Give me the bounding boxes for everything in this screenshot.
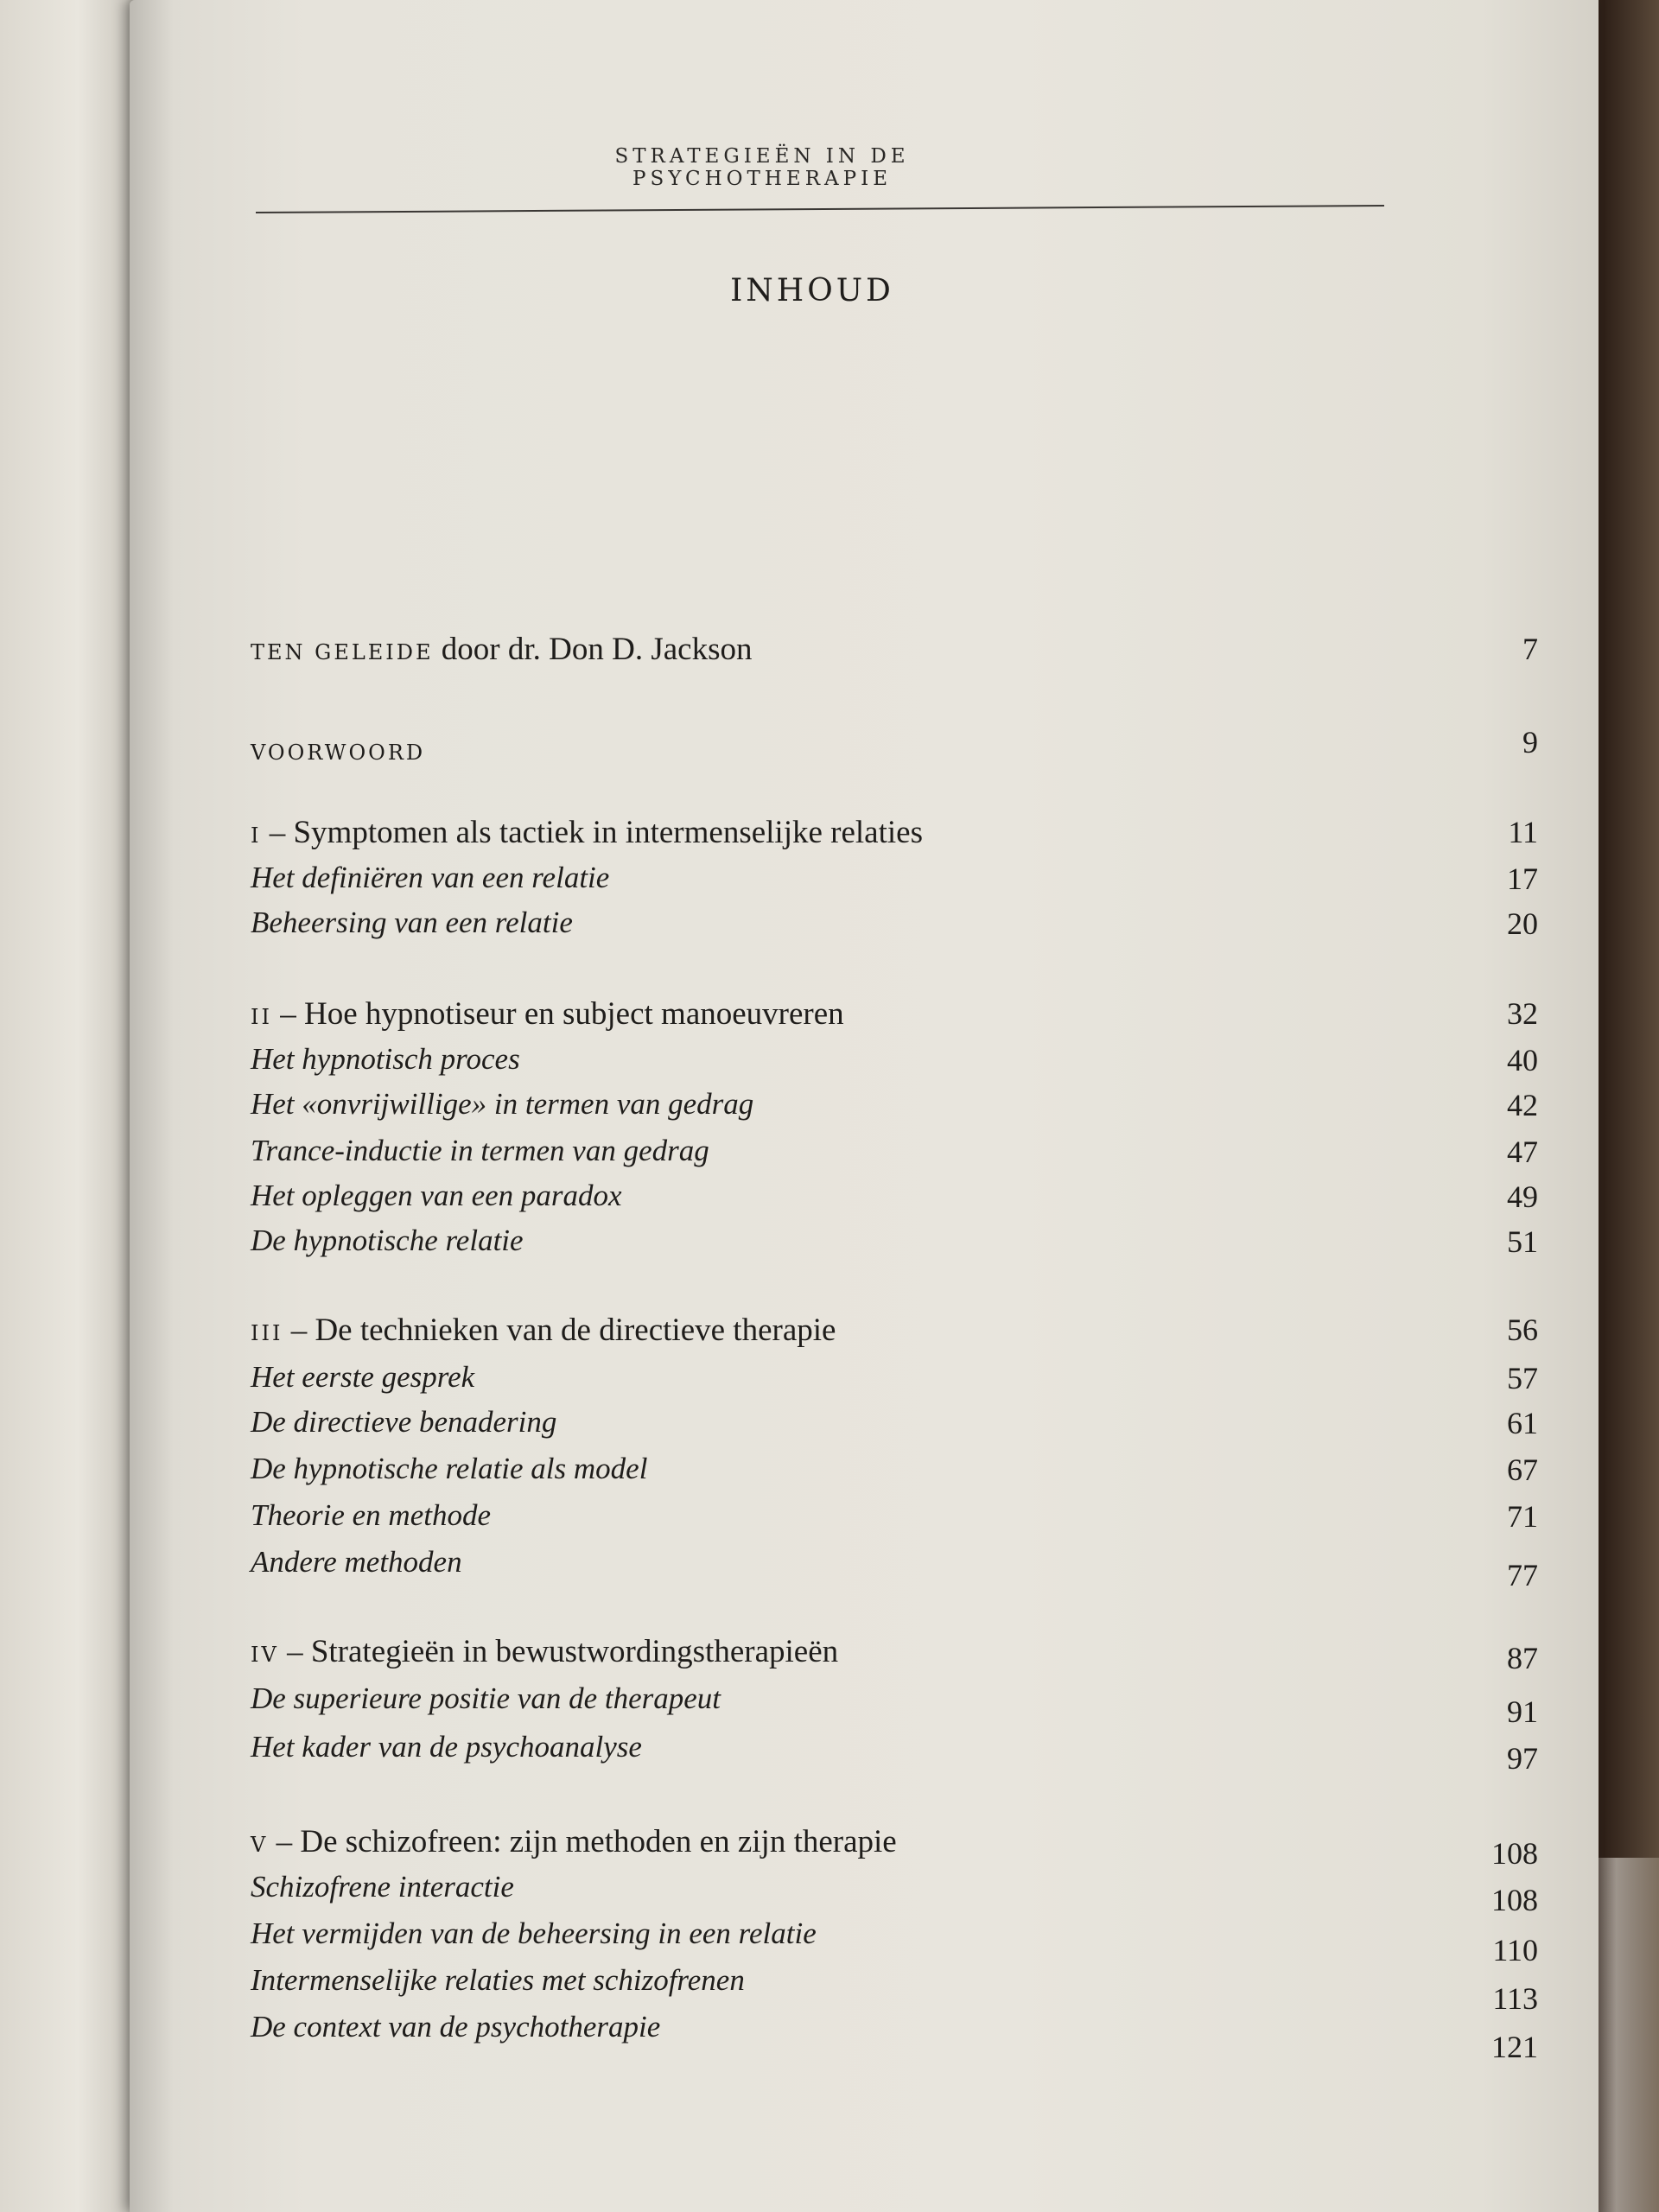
toc-chapter-5 bbox=[251, 1823, 1538, 1871]
chapter-numeral: III bbox=[251, 1321, 283, 1345]
section-title: De context van de psychotherapie bbox=[251, 2010, 661, 2044]
toc-section bbox=[251, 1224, 1538, 1267]
section-title: Het definiëren van een relatie bbox=[251, 861, 610, 894]
section-title: Het hypnotisch proces bbox=[251, 1042, 520, 1076]
section-title: Het «onvrijwillige» in termen van gedrag bbox=[251, 1087, 754, 1121]
header-rule bbox=[256, 205, 1384, 213]
toc-page-number: 11 bbox=[1508, 815, 1538, 849]
toc-section bbox=[251, 1042, 1538, 1085]
section-title: De hypnotische relatie bbox=[251, 1224, 524, 1257]
running-head: STRATEGIEËN IN DE PSYCHOTHERAPIE bbox=[614, 145, 910, 190]
section-title: Beheersing van een relatie bbox=[251, 906, 573, 939]
toc-page-number: 57 bbox=[1507, 1361, 1538, 1395]
toc-section bbox=[251, 861, 1538, 904]
toc-section bbox=[251, 1963, 1538, 2016]
toc-chapter-2 bbox=[251, 995, 1538, 1039]
toc-section bbox=[251, 1545, 1538, 1592]
toc-page-number: 20 bbox=[1507, 906, 1538, 941]
toc-section bbox=[251, 1498, 1538, 1541]
chapter-title: – Symptomen als tactiek in intermenselijke relaties bbox=[269, 815, 923, 850]
toc-section bbox=[251, 1916, 1538, 1967]
toc-page-number: 7 bbox=[1522, 632, 1538, 666]
toc-page-number: 97 bbox=[1507, 1741, 1538, 1776]
page-title: INHOUD bbox=[730, 273, 894, 308]
toc-section bbox=[251, 1087, 1538, 1130]
section-title: De directieve benadering bbox=[251, 1405, 557, 1439]
toc-section bbox=[251, 1870, 1538, 1917]
section-title: Theorie en methode bbox=[251, 1498, 491, 1532]
toc-page-number: 87 bbox=[1507, 1641, 1538, 1675]
chapter-numeral: V bbox=[251, 1833, 269, 1857]
toc-page-number: 77 bbox=[1507, 1558, 1538, 1592]
toc-page-number: 121 bbox=[1491, 2030, 1538, 2064]
chapter-numeral: IV bbox=[251, 1643, 279, 1667]
toc-section bbox=[251, 1179, 1538, 1222]
toc-page-number: 40 bbox=[1507, 1043, 1538, 1077]
toc-page-number: 91 bbox=[1507, 1694, 1538, 1729]
toc-section bbox=[251, 1134, 1538, 1177]
toc-page-number: 56 bbox=[1507, 1313, 1538, 1347]
section-title: Het kader van de psychoanalyse bbox=[251, 1730, 642, 1764]
toc-entry-ten-geleide bbox=[251, 631, 1538, 674]
toc-section bbox=[251, 1681, 1538, 1729]
toc-page-number: 108 bbox=[1491, 1883, 1538, 1917]
toc-page-number: 110 bbox=[1492, 1933, 1538, 1967]
section-title: Schizofrene interactie bbox=[251, 1870, 514, 1904]
toc-page-number: 71 bbox=[1507, 1499, 1538, 1534]
section-title: Andere methoden bbox=[251, 1545, 462, 1579]
toc-page-number: 47 bbox=[1507, 1135, 1538, 1169]
toc-entry-title: door dr. Don D. Jackson bbox=[441, 632, 753, 667]
toc-caps-label: TEN GELEIDE bbox=[251, 640, 434, 664]
section-title: Trance-inductie in termen van gedrag bbox=[251, 1134, 709, 1167]
toc-page-number: 108 bbox=[1491, 1836, 1538, 1871]
chapter-title: – De technieken van de directieve therapie bbox=[290, 1313, 836, 1348]
toc-chapter-4 bbox=[251, 1633, 1538, 1676]
toc-page-number: 113 bbox=[1492, 1981, 1538, 2016]
toc-page-number: 32 bbox=[1507, 996, 1538, 1031]
toc-page-number: 17 bbox=[1507, 861, 1538, 896]
toc-section bbox=[251, 1405, 1538, 1448]
toc-section bbox=[251, 1360, 1538, 1403]
section-title: Het vermijden van de beheersing in een relatie bbox=[251, 1916, 817, 1950]
chapter-title: – De schizofreen: zijn methoden en zijn therapie bbox=[276, 1824, 897, 1859]
toc-page-number: 51 bbox=[1507, 1224, 1538, 1259]
toc-caps-label: VOORWOORD bbox=[251, 741, 426, 765]
toc-page-number: 61 bbox=[1507, 1406, 1538, 1440]
chapter-title: – Strategieën in bewustwordingstherapieën bbox=[287, 1634, 839, 1669]
chapter-title: – Hoe hypnotiseur en subject manoeuvreren bbox=[280, 996, 844, 1032]
section-title: Het opleggen van een paradox bbox=[251, 1179, 622, 1212]
book-page bbox=[130, 0, 1599, 2212]
toc-section bbox=[251, 2010, 1538, 2064]
toc-chapter-1 bbox=[251, 814, 1538, 857]
toc-page-number: 9 bbox=[1522, 725, 1538, 760]
facing-page-edge bbox=[0, 0, 143, 2212]
section-title: Intermenselijke relaties met schizofrenen bbox=[251, 1963, 745, 1997]
chapter-numeral: II bbox=[251, 1005, 272, 1029]
toc-section bbox=[251, 1730, 1538, 1776]
section-title: Het eerste gesprek bbox=[251, 1360, 475, 1394]
toc-entry-voorwoord bbox=[251, 724, 1538, 767]
toc-page-number: 42 bbox=[1507, 1088, 1538, 1122]
toc-page-number: 49 bbox=[1507, 1179, 1538, 1214]
toc-section bbox=[251, 1452, 1538, 1495]
section-title: De hypnotische relatie als model bbox=[251, 1452, 648, 1485]
section-title: De superieure positie van de therapeut bbox=[251, 1681, 721, 1715]
toc-section bbox=[251, 906, 1538, 949]
chapter-numeral: I bbox=[251, 823, 262, 848]
toc-page-number: 67 bbox=[1507, 1452, 1538, 1487]
toc-chapter-3 bbox=[251, 1312, 1538, 1355]
